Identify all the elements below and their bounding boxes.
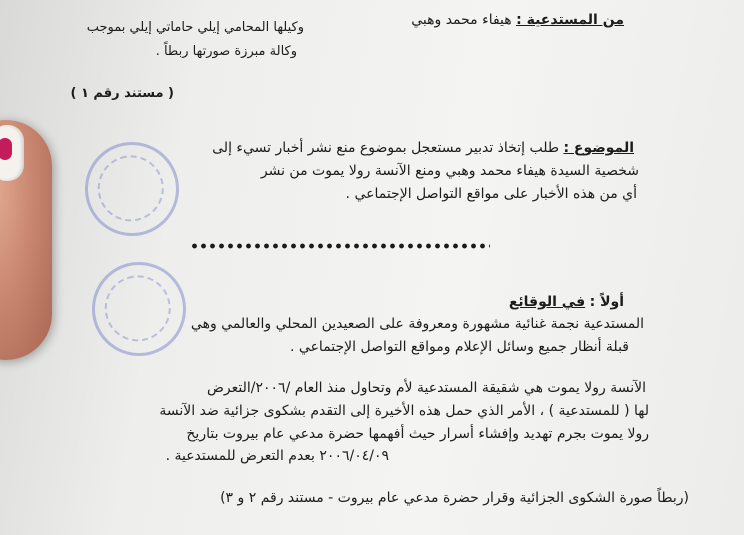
facts-p2-line-2: لها ( للمستدعية ) ، الأمر الذي حمل هذه الأخيرة إلى التقدم بشكوى جزائية ضد الآنسة	[159, 403, 649, 419]
subject-label: الموضوع :	[563, 140, 634, 156]
facts-p2-line-3: رولا يموت بجرم تهديد وإفشاء أسرار حيث أفهمها حضرة مدعي عام بيروت بتاريخ	[186, 426, 649, 442]
subject-line-2: شخصية السيدة هيفاء محمد وهبي ومنع الآنسة رولا يموت من نشر	[260, 163, 639, 179]
official-stamp	[80, 250, 198, 368]
facts-number: أولاً :	[589, 294, 624, 310]
nail-polish	[0, 138, 12, 160]
facts-p2-line-4: ٢٠٠٦/٠٤/٠٩ بعدم التعرض للمستدعية .	[165, 448, 389, 464]
subject-line-3: أي من هذه الأخبار على مواقع التواصل الإجتماعي .	[345, 186, 637, 202]
applicant-name: هيفاء محمد وهبي	[411, 12, 512, 28]
dotted-separator	[190, 243, 490, 249]
facts-p2-line-1: الآنسة رولا يموت هي شقيقة المستدعية لأم وتحاول منذ العام /٢٠٠٦/التعرض	[206, 380, 646, 396]
facts-p1-line-1: المستدعية نجمة غنائية مشهورة ومعروفة على الصعيدين المحلي والعالمي وهي	[190, 316, 644, 332]
document-reference: ( مستند رقم ١ )	[70, 86, 174, 101]
facts-p1-line-2: قبلة أنظار جميع وسائل الإعلام ومواقع التواصل الإجتماعي .	[290, 339, 629, 355]
facts-title: في الوقائع	[508, 294, 586, 310]
subject-line-1	[212, 140, 634, 156]
agent-line-2: وكالة مبرزة صورتها ربطاً .	[155, 44, 297, 59]
attachment-note: (ربطاً صورة الشكوى الجزائية وقرار حضرة مدعي عام بيروت - مستند رقم ٢ و ٣)	[220, 490, 689, 506]
from-line	[411, 12, 624, 28]
agent-line-1: وكيلها المحامي إيلي حاماتي إيلي بموجب	[86, 20, 304, 35]
facts-heading	[509, 294, 624, 310]
from-label: من المستدعية :	[516, 12, 624, 28]
subject-text-1: طلب إتخاذ تدبير مستعجل بموضوع منع نشر أخبار تسيء إلى	[212, 140, 559, 156]
official-stamp	[73, 130, 191, 248]
